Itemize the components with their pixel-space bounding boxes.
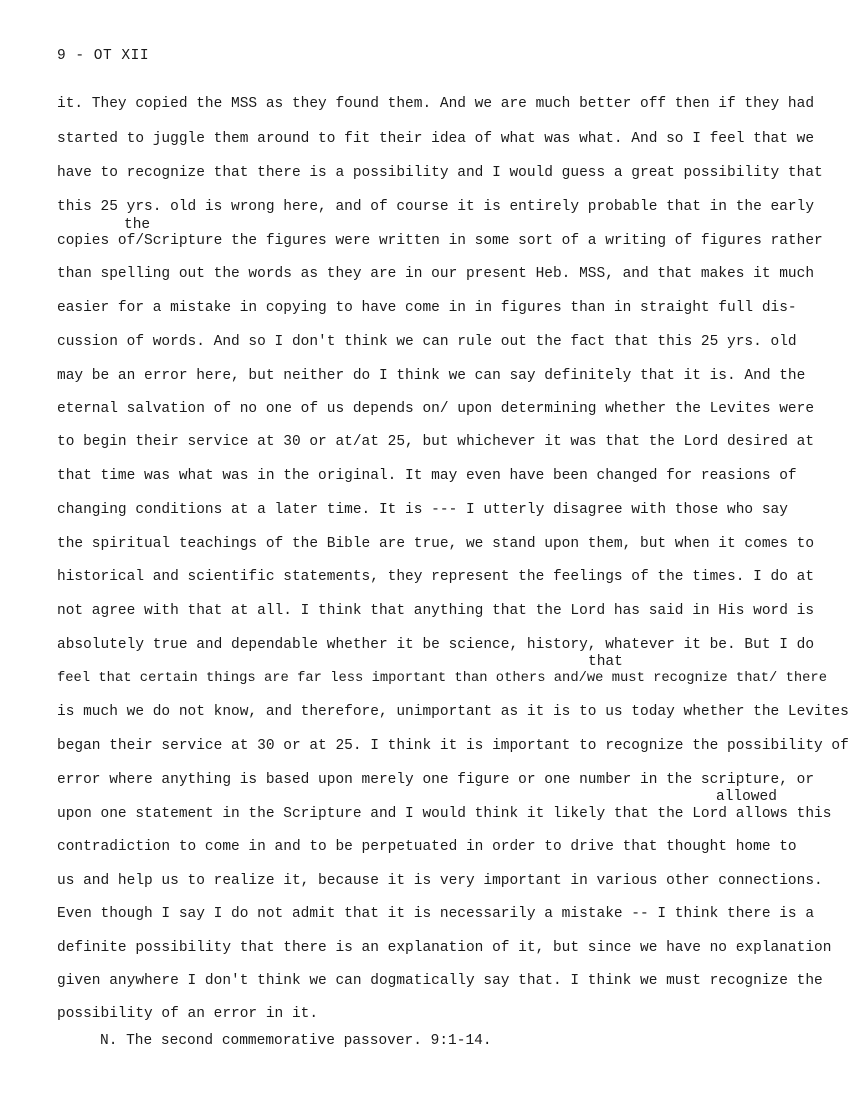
text-line: is much we do not know, and therefore, unimportant as it is to us today whether the Levites — [57, 704, 849, 720]
text-line: definite possibility that there is an explanation of it, but since we have no explanation — [57, 940, 832, 956]
interlinear-insertion: allowed — [716, 789, 777, 805]
text-line: possibility of an error in it. — [57, 1006, 319, 1022]
text-line: cussion of words. And so I don't think we can rule out the fact that this 25 yrs. old — [57, 334, 797, 350]
text-line: may be an error here, but neither do I think we can say definitely that it is. And the — [57, 368, 806, 384]
text-line: absolutely true and dependable whether it be science, history, whatever it be. But I do — [57, 637, 815, 653]
page-header: 9 - OT XII — [57, 48, 150, 64]
text-line: given anywhere I don't think we can dogmatically say that. I think we must recognize the — [57, 973, 823, 989]
section-heading: N. The second commemorative passover. 9:1-14. — [100, 1033, 492, 1049]
text-line: copies of/Scripture the figures were written in some sort of a writing of figures rather — [57, 233, 823, 249]
text-line: eternal salvation of no one of us depends on/ upon determining whether the Levites were — [57, 401, 815, 417]
text-line: easier for a mistake in copying to have come in in figures than in straight full dis- — [57, 300, 797, 316]
interlinear-insertion: that — [588, 654, 623, 670]
text-line: feel that certain things are far less important than others and/we must recognize that/ there — [57, 671, 827, 686]
text-line: that time was what was in the original. It may even have been changed for reasions of — [57, 468, 797, 484]
text-line: have to recognize that there is a possibility and I would guess a great possibility that — [57, 165, 823, 181]
text-line: us and help us to realize it, because it is very important in various other connections. — [57, 873, 823, 889]
text-line: started to juggle them around to fit their idea of what was what. And so I feel that we — [57, 131, 815, 147]
text-line: Even though I say I do not admit that it is necessarily a mistake -- I think there is a — [57, 906, 815, 922]
text-line: changing conditions at a later time. It is --- I utterly disagree with those who say — [57, 502, 788, 518]
text-line: began their service at 30 or at 25. I think it is important to recognize the possibility of — [57, 738, 849, 754]
interlinear-insertion: the — [124, 217, 151, 233]
text-line: upon one statement in the Scripture and I would think it likely that the Lord allows this — [57, 806, 832, 822]
text-line: error where anything is based upon merely one figure or one number in the scripture, or — [57, 772, 815, 788]
text-line: contradiction to come in and to be perpetuated in order to drive that thought home to — [57, 839, 797, 855]
text-line: than spelling out the words as they are in our present Heb. MSS, and that makes it much — [57, 266, 815, 282]
text-line: historical and scientific statements, they represent the feelings of the times. I do at — [57, 569, 815, 585]
text-line: this 25 yrs. old is wrong here, and of course it is entirely probable that in the early — [57, 199, 815, 215]
text-line: to begin their service at 30 or at/at 25, but whichever it was that the Lord desired at — [57, 434, 815, 450]
text-line: it. They copied the MSS as they found them. And we are much better off then if they had — [57, 96, 815, 112]
text-line: not agree with that at all. I think that anything that the Lord has said in His word is — [57, 603, 815, 619]
text-line: the spiritual teachings of the Bible are true, we stand upon them, but when it comes to — [57, 536, 815, 552]
